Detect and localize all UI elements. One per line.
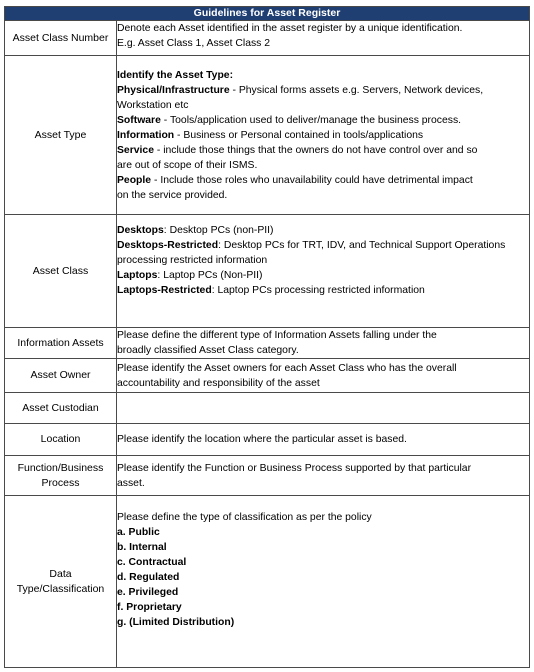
asset-type-item-term: People <box>117 174 152 186</box>
desc-asset-owner <box>117 359 530 393</box>
classification-options-list <box>117 525 529 630</box>
asset-type-item-term: Software <box>117 114 161 126</box>
asset-class-item-separator: : <box>157 270 164 281</box>
row-asset-type <box>5 56 530 215</box>
asset-class-item <box>117 223 529 238</box>
asset-type-item-text: Physical forms assets e.g. Servers, Network devices, <box>238 84 484 96</box>
asset-type-item-text: on the service provided. <box>117 189 228 201</box>
row-location <box>5 424 530 456</box>
desc-location <box>117 424 530 456</box>
label-asset-class: Asset Class <box>5 215 117 328</box>
asset-type-item-separator: - <box>229 84 239 96</box>
classification-intro: Please define the type of classification as per the policy <box>117 512 372 523</box>
asset-class-item <box>117 253 529 268</box>
classification-option: a. Public <box>117 527 160 538</box>
asset-type-item-text: are out of scope of their ISMS. <box>117 159 258 171</box>
asset-type-item <box>117 128 529 143</box>
row-asset-class <box>5 215 530 328</box>
asset-class-item-separator: : <box>218 240 224 251</box>
classification-option: g. (Limited Distribution) <box>117 617 235 628</box>
classification-option: f. Proprietary <box>117 602 182 613</box>
asset-class-item-separator: : <box>211 285 218 296</box>
desc-line: broadly classified Asset Class category. <box>117 345 299 356</box>
desc-line: Please identify the Function or Business Process supported by that particular <box>117 462 472 474</box>
label-line: Function/Business <box>17 461 104 474</box>
label-asset-custodian: Asset Custodian <box>5 393 117 424</box>
desc-asset-class <box>117 215 530 328</box>
asset-type-item-term: Information <box>117 129 175 141</box>
row-function-business-process <box>5 456 530 496</box>
asset-class-item-text: Desktop PCs (non-PII) <box>169 225 274 236</box>
label-function-business-process <box>5 456 117 496</box>
asset-class-item-term: Desktops-Restricted <box>117 240 219 251</box>
asset-type-item <box>117 98 529 113</box>
asset-class-item-text: Laptop PCs (Non-PII) <box>163 270 263 281</box>
asset-type-list <box>117 83 529 203</box>
label-line: Data <box>49 567 72 580</box>
asset-class-item-text: Desktop PCs for TRT, IDV, and Technical Support Operations <box>223 240 506 251</box>
desc-line: Please define the different type of Information Assets falling under the <box>117 330 437 341</box>
desc-line: Please identify the Asset owners for each Asset Class who has the overall <box>117 362 457 374</box>
desc-asset-class-number <box>117 21 530 56</box>
asset-type-item <box>117 158 529 173</box>
asset-type-item <box>117 113 529 128</box>
asset-class-item <box>117 283 529 298</box>
asset-class-item <box>117 238 529 253</box>
asset-class-item <box>117 268 529 283</box>
asset-class-item-separator: : <box>163 225 170 236</box>
classification-option: b. Internal <box>117 542 167 553</box>
label-asset-class-number: Asset Class Number <box>5 21 117 56</box>
row-data-classification <box>5 496 530 668</box>
asset-class-item-text: processing restricted information <box>117 255 268 266</box>
label-line: Type/Classification <box>16 582 105 595</box>
classification-option: c. Contractual <box>117 557 187 568</box>
asset-class-item-term: Laptops <box>117 270 158 281</box>
asset-class-item-term: Laptops-Restricted <box>117 285 212 296</box>
row-asset-owner <box>5 359 530 393</box>
desc-line: Denote each Asset identified in the asset register by a unique identification. <box>117 23 463 34</box>
classification-option: d. Regulated <box>117 572 180 583</box>
desc-line: E.g. Asset Class 1, Asset Class 2 <box>117 38 271 49</box>
asset-type-item <box>117 188 529 203</box>
asset-type-item-text: Workstation etc <box>117 99 189 111</box>
asset-type-item-term: Physical/Infrastructure <box>117 84 230 96</box>
desc-asset-custodian-empty <box>117 393 530 424</box>
desc-asset-type <box>117 56 530 215</box>
label-asset-type: Asset Type <box>5 56 117 215</box>
row-information-assets <box>5 328 530 359</box>
label-asset-owner: Asset Owner <box>5 359 117 393</box>
asset-type-item-text: include those things that the owners do not have control over and so <box>163 144 478 156</box>
label-data-classification <box>5 496 117 668</box>
title-row <box>5 7 530 21</box>
asset-type-item-separator: - <box>174 129 184 141</box>
row-asset-custodian <box>5 393 530 424</box>
asset-type-item <box>117 173 529 188</box>
asset-type-item-term: Service <box>117 144 154 156</box>
label-line: Process <box>41 476 80 489</box>
desc-information-assets <box>117 328 530 359</box>
asset-type-item <box>117 83 529 98</box>
asset-type-item-text: Tools/application used to deliver/manage the business process. <box>169 114 462 126</box>
asset-type-item-text: Include those roles who unavailability could have detrimental impact <box>160 174 473 186</box>
asset-type-item-text: Business or Personal contained in tools/applications <box>183 129 424 141</box>
guidelines-table <box>4 6 530 668</box>
desc-line: asset. <box>117 477 145 489</box>
table-title: Guidelines for Asset Register <box>5 7 530 21</box>
desc-data-classification <box>117 496 530 668</box>
asset-type-item-separator: - <box>160 114 170 126</box>
asset-type-item-separator: - <box>153 144 164 156</box>
asset-class-list <box>117 223 529 298</box>
row-asset-class-number <box>5 21 530 56</box>
asset-type-item-separator: - <box>151 174 161 186</box>
label-information-assets: Information Assets <box>5 328 117 359</box>
desc-line: Please identify the location where the particular asset is based. <box>117 434 407 445</box>
asset-type-heading: Identify the Asset Type: <box>117 69 234 81</box>
desc-line: accountability and responsibility of the asset <box>117 377 320 389</box>
desc-function-business-process <box>117 456 530 496</box>
asset-type-item <box>117 143 529 158</box>
asset-class-item-text: Laptop PCs processing restricted information <box>217 285 425 296</box>
label-location: Location <box>5 424 117 456</box>
classification-option: e. Privileged <box>117 587 179 598</box>
asset-class-item-term: Desktops <box>117 225 164 236</box>
